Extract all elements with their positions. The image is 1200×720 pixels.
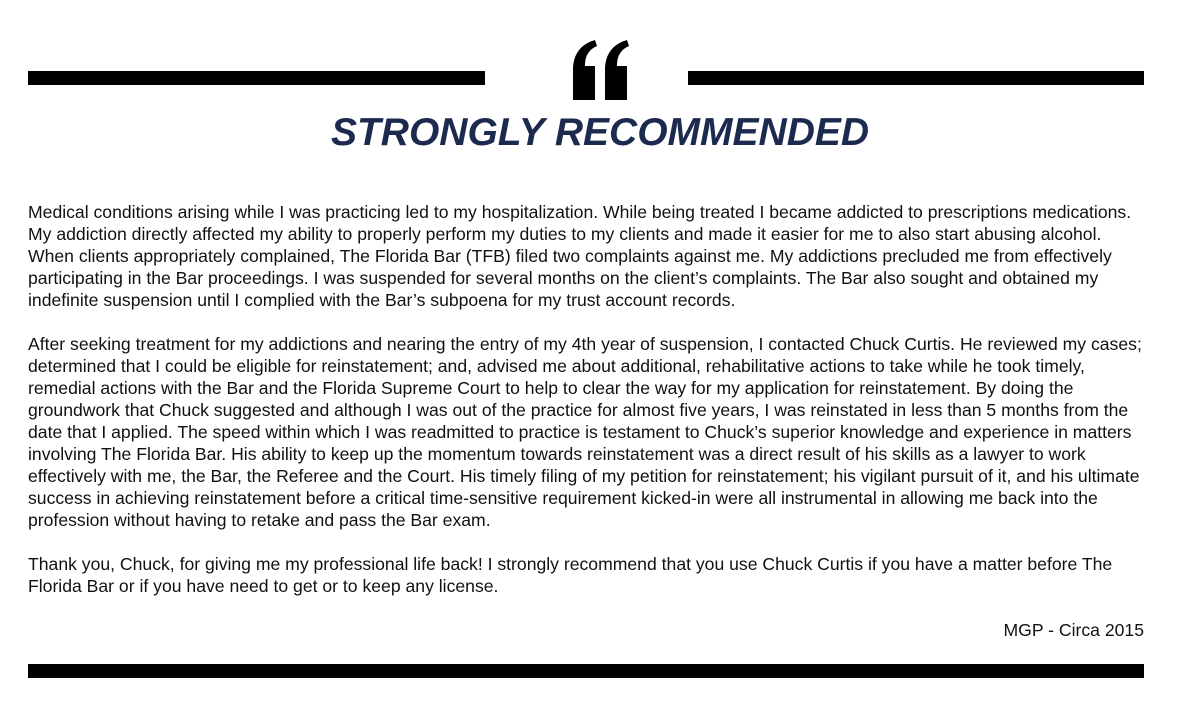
signature: MGP - Circa 2015 <box>1003 620 1144 640</box>
opening-double-quote-icon <box>0 18 1200 108</box>
paragraph-1: Medical conditions arising while I was practicing led to my hospitalization. While being treated I became addicted to prescriptions medications. My addiction directly affected my ability to properly perform my duties to my clients and made it easier for me to also start abusing alcohol. When clients appropriately complained, The Florida Bar (TFB) filed two complaints against me. My addictions precluded me from effectively participating in the Bar proceedings. I was suspended for several months on the client’s complaints. The Bar also sought and obtained my indefinite suspension until I complied with the Bar’s subpoena for my trust account records. <box>28 202 1132 310</box>
paragraph-3: Thank you, Chuck, for giving me my professional life back! I strongly recommend that you use Chuck Curtis if you have a matter before The Florida Bar or if you have need to get or to keep any license. <box>28 554 1113 596</box>
paragraph-2: After seeking treatment for my addictions and nearing the entry of my 4th year of suspension, I contacted Chuck Curtis. He reviewed my cases; determined that I could be eligible for reinstatement; and, advised me about additional, rehabilitative actions to take while he took timely, remedial actions with the Bar and the Florida Supreme Court to help to clear the way for my application for reinstatement. By doing the groundwork that Chuck suggested and although I was out of the practice for almost five years, I was reinstated in less than 5 months from the date that I applied. The speed within which I was readmitted to practice is testament to Chuck’s superior knowledge and experience in matters involving The Florida Bar. His ability to keep up the momentum towards reinstatement was a direct result of his skills as a lawyer to work effectively with me, the Bar, the Referee and the Court. His timely filing of my petition for reinstatement; his vigilant pursuit of it, and his ultimate success in achieving reinstatement before a critical time-sensitive requirement kicked-in were all instrumental in allowing me back into the profession without having to retake and pass the Bar exam. <box>28 334 1142 530</box>
testimonial-body <box>28 201 1150 619</box>
page-title: STRONGLY RECOMMENDED <box>330 111 870 154</box>
bottom-rule <box>28 664 1144 678</box>
